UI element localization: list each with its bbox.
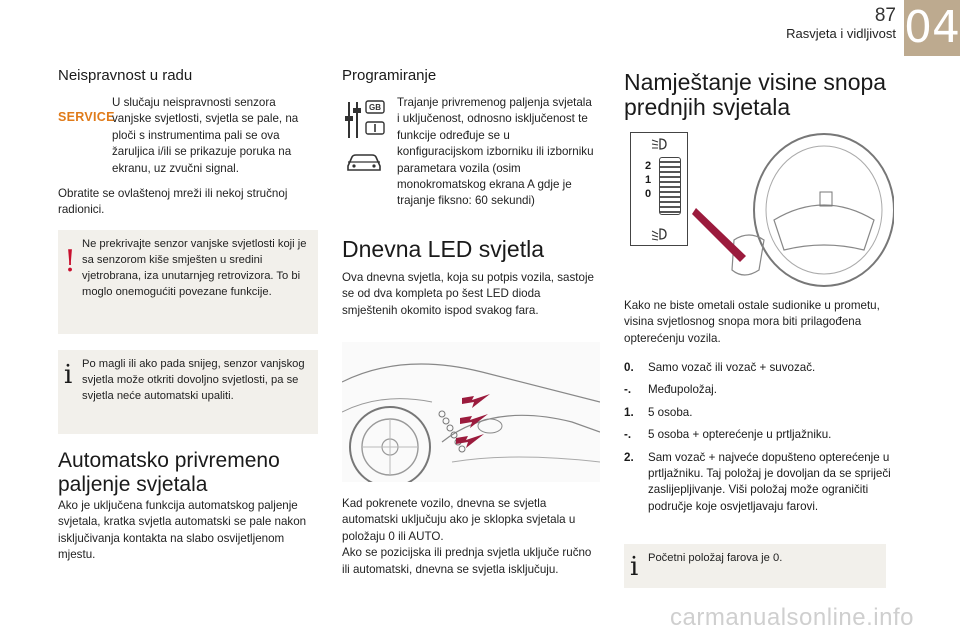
position-text: Samo vozač ili vozač + suvozač. bbox=[648, 361, 816, 374]
position-text: 5 osoba. bbox=[648, 405, 693, 419]
info-note-text: Po magli ili ako pada snijeg, senzor vanjskog svjetla može otkriti dovoljno svjetlosti, pa se svjetla neće automatski upaliti. bbox=[82, 358, 305, 402]
dial-labels bbox=[641, 159, 655, 201]
position-number: -. bbox=[624, 383, 632, 397]
led-illustration-frame bbox=[342, 342, 600, 482]
programming-heading: Programiranje bbox=[342, 67, 437, 84]
service-warning-icon: SERVICE bbox=[58, 110, 115, 124]
watermark: carmanualsonline.info bbox=[670, 604, 914, 631]
warning-exclamation-icon: ! bbox=[64, 244, 77, 279]
list-item bbox=[624, 360, 894, 376]
settings-sliders-icon bbox=[344, 100, 388, 140]
chapter-tab: 04 bbox=[904, 0, 960, 56]
list-item bbox=[624, 450, 894, 516]
fault-text: U slučaju neispravnosti senzora vanjske svjetlosti, svjetla se pale, na ploči s instrumentima pali se ova žaruljica i/ili se prikazuje poruka na ekranu, uz zvučni signal. bbox=[112, 96, 299, 175]
dial-label-0: 0 bbox=[644, 188, 652, 200]
position-text: Sam vozač + najveće dopušteno opterećenje u prtljažniku. Taj položaj je dovoljan da se spriječi zaslijepljivanje. Viši položaj može ograničiti područje koje osvjetljavaju farovi. bbox=[648, 450, 891, 513]
auto-lighting-heading bbox=[58, 449, 318, 497]
info-note-box bbox=[58, 350, 318, 434]
position-number: 1. bbox=[624, 405, 634, 419]
dial-label-1: 1 bbox=[644, 174, 652, 186]
positions-list bbox=[624, 360, 894, 521]
led-text: Ova dnevna svjetla, koja su potpis vozila, sastoje se od dva kompleta po šest LED dioda smještenih okomito ispod svakog fara. bbox=[342, 271, 594, 317]
initial-position-note-box bbox=[624, 544, 886, 588]
auto-lighting-text: Ako je uključena funkcija automatskog paljenje svjetala, kratka svjetla automatski se pale nakon isključivanja kontakta na slabo osvijetljenom mjestu. bbox=[58, 499, 307, 562]
beam-intro-text: Kako ne biste ometali ostale sudionike u prometu, visina svjetlosnog snopa mora biti prilagođena opterećenju vozila. bbox=[624, 299, 880, 345]
led-activation-text: Kad pokrenete vozilo, dnevna se svjetla automatski uključuju ako je sklopka svjetala u položaju 0 ili AUTO. Ako se pozicijska ili prednja svjetla uključe ručno ili automatski, dnevna se svjetla isključuju. bbox=[342, 497, 592, 576]
position-text: 5 osoba + opterećenje u prtljažniku. bbox=[648, 428, 832, 442]
dial-label-2: 2 bbox=[644, 160, 652, 172]
fault-heading: Neispravnost u radu bbox=[58, 67, 193, 84]
position-number: 0. bbox=[624, 361, 634, 374]
gb-label: GB bbox=[369, 103, 381, 112]
beam-heading-line1: Namještanje visine snopa bbox=[624, 69, 887, 95]
beam-heading-line2: prednjih svjetala bbox=[624, 94, 791, 120]
position-number: 2. bbox=[624, 450, 634, 464]
info-icon: i bbox=[64, 360, 73, 390]
led-heading: Dnevna LED svjetla bbox=[342, 236, 544, 262]
list-item bbox=[624, 382, 894, 398]
info-icon: i bbox=[630, 552, 639, 582]
warning-note-box bbox=[58, 230, 318, 334]
warning-note-text: Ne prekrivajte senzor vanjske svjetlosti koji je sa senzorom kiše smješten u sredini vjetrobrana, iza unutarnjeg retrovizora. To bi moglo onemogućiti povezane funkcije. bbox=[82, 238, 307, 298]
contact-text: Obratite se ovlaštenoj mreži ili nekoj stručnoj radionici. bbox=[58, 187, 288, 217]
thumbwheel[interactable] bbox=[659, 157, 681, 215]
programming-text: Trajanje privremenog paljenja svjetala i uključenost, odnosno isključenost te funkcije određuje se u konfiguracijskom izborniku ili izborniku parametara vozila (osim monokromatskog ekrana A gdje je trajanje fiksno: 60 sekundi) bbox=[397, 96, 594, 208]
vehicle-menu-icon bbox=[344, 150, 384, 174]
beam-up-icon bbox=[651, 137, 669, 151]
position-text: Međupoložaj. bbox=[648, 383, 717, 397]
headlamp-dial-panel bbox=[630, 132, 688, 246]
page-number: 87 bbox=[874, 5, 896, 26]
car-front-illustration bbox=[342, 342, 600, 482]
beam-down-icon bbox=[651, 227, 669, 241]
auto-heading-line2: paljenje svjetala bbox=[58, 473, 208, 496]
beam-height-heading bbox=[624, 70, 904, 120]
position-number: -. bbox=[624, 428, 632, 442]
auto-heading-line1: Automatsko privremeno bbox=[58, 449, 280, 472]
initial-position-note-text: Početni položaj farova je 0. bbox=[648, 552, 783, 564]
list-item bbox=[624, 405, 894, 421]
list-item bbox=[624, 427, 894, 443]
beam-adjust-illustration bbox=[624, 130, 894, 290]
section-title: Rasvjeta i vidljivost bbox=[786, 26, 896, 41]
